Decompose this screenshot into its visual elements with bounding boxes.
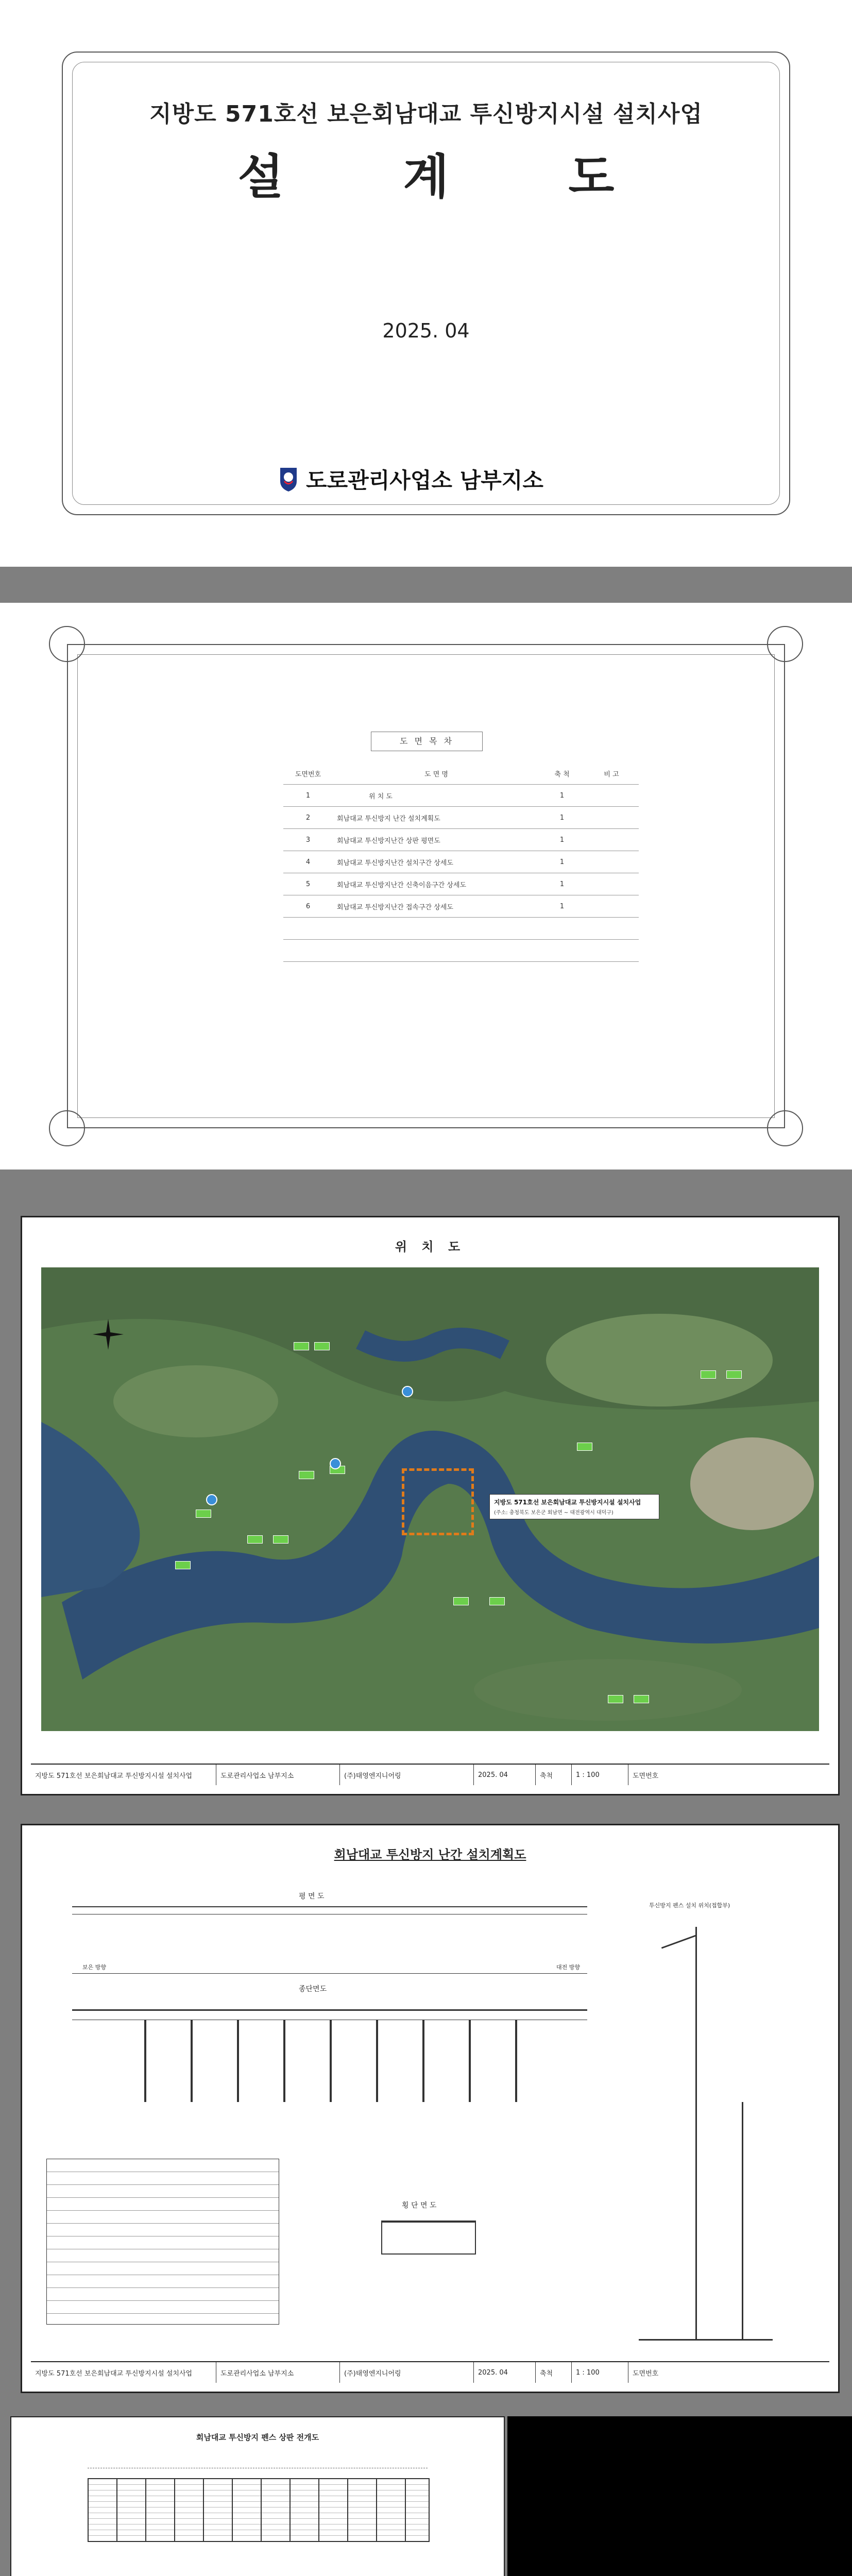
design-title: 설 계 도 <box>237 149 615 205</box>
corner-ornament-tl <box>49 626 85 662</box>
map-marker <box>247 1535 263 1544</box>
pier <box>191 2020 193 2102</box>
cover-frame-inner <box>72 62 780 505</box>
pier <box>283 2020 285 2102</box>
plan-sheet-title: 회남대교 투신방지 난간 설치계획도 <box>334 1848 526 1862</box>
titlebar-org: 도로관리사업소 남부지소 <box>216 1765 340 1785</box>
cover-page <box>0 0 852 567</box>
sheet-titlebar <box>31 1764 829 1785</box>
direction-line <box>72 1973 587 1974</box>
cover-date: 2025. 04 <box>382 319 470 342</box>
index-cell: 회남대교 투신방지 난간 설치계획도 <box>333 807 540 829</box>
quantity-table <box>46 2159 279 2325</box>
index-cell: 위 치 도 <box>333 785 540 807</box>
detail-label: 투신방지 펜스 설치 위치(접합부) <box>649 1902 730 1909</box>
table-row <box>283 785 639 807</box>
index-cell: 회남대교 투신방지난간 신축이음구간 상세도 <box>333 873 540 895</box>
index-header: 도 면 명 <box>333 762 540 785</box>
titlebar-scale-label: 축척 <box>536 1765 572 1785</box>
project-title: 지방도 571호선 보은회남대교 투신방지시설 설치사업 <box>149 101 703 127</box>
index-cell: 회남대교 투신방지난간 상판 평면도 <box>333 829 540 851</box>
map-marker-blue <box>330 1458 341 1469</box>
index-cell: 1 <box>540 895 584 918</box>
cross-section-label: 횡 단 면 도 <box>402 2201 437 2210</box>
sheet-titlebar <box>31 2361 829 2383</box>
index-cell: 6 <box>283 895 333 918</box>
index-cell: 5 <box>283 873 333 895</box>
titlebar-org: 도로관리사업소 남부지소 <box>216 2362 340 2383</box>
map-marker <box>726 1370 742 1379</box>
cross-section-drawing <box>381 2221 476 2255</box>
sheet-title: 회남대교 투신방지 펜스 상판 전개도 <box>196 2433 319 2442</box>
deck-line <box>72 2009 587 2011</box>
map-marker <box>489 1597 505 1605</box>
fence-post <box>742 2102 743 2339</box>
map-title: 위 치 도 <box>395 1240 466 1254</box>
index-cell: 1 <box>540 873 584 895</box>
fence-post <box>695 1927 697 2339</box>
pier <box>144 2020 146 2102</box>
index-cell <box>584 785 639 807</box>
index-header: 도면번호 <box>283 762 333 785</box>
cover-org: 도로관리사업소 남부지소 <box>306 468 543 493</box>
table-row <box>283 829 639 851</box>
pier <box>237 2020 239 2102</box>
pier <box>376 2020 378 2102</box>
fence-base <box>639 2339 773 2341</box>
cover-org-block <box>278 464 543 495</box>
table-row <box>283 807 639 829</box>
titlebar-project: 지방도 571호선 보은회남대교 투신방지시설 설치사업 <box>31 2362 216 2383</box>
pier <box>515 2020 517 2102</box>
callout-sub: (주소: 충청북도 보은군 회남면 ~ 대전광역시 대덕구) <box>494 1510 614 1516</box>
map-marker <box>577 1443 592 1451</box>
titlebar-scale-label: 축척 <box>536 2362 572 2383</box>
map-marker <box>175 1561 191 1569</box>
index-cell: 1 <box>540 851 584 873</box>
titlebar-firm: (주)태영엔지니어링 <box>340 1765 474 1785</box>
index-page <box>0 603 852 1170</box>
elevation-label: 종단면도 <box>299 1985 327 1993</box>
index-title-box: 도 면 목 차 <box>371 732 483 751</box>
index-cell: 1 <box>540 829 584 851</box>
table-row <box>283 940 639 962</box>
index-cell: 1 <box>540 785 584 807</box>
plan-view-label: 평 면 도 <box>299 1892 325 1901</box>
installation-plan-page <box>21 1824 840 2393</box>
org-emblem-icon <box>278 466 299 493</box>
index-header: 비 고 <box>584 762 639 785</box>
pier <box>469 2020 471 2102</box>
left-direction-label: 보은 방향 <box>82 1964 107 1971</box>
corner-ornament-bl <box>49 1110 85 1146</box>
map-marker-blue <box>402 1386 413 1397</box>
titlebar-project: 지방도 571호선 보은회남대교 투신방지시설 설치사업 <box>31 1765 216 1785</box>
index-cell <box>584 829 639 851</box>
corner-ornament-br <box>767 1110 803 1146</box>
index-cell: 회남대교 투신방지난간 접속구간 상세도 <box>333 895 540 918</box>
map-marker <box>608 1695 623 1703</box>
titlebar-firm: (주)태영엔지니어링 <box>340 2362 474 2383</box>
index-cell <box>584 895 639 918</box>
table-row <box>283 895 639 918</box>
index-cell: 1 <box>540 807 584 829</box>
map-marker <box>634 1695 649 1703</box>
site-highlight-box <box>402 1468 474 1535</box>
index-header: 축 척 <box>540 762 584 785</box>
titlebar-scale: 1 : 100 <box>572 2362 628 2383</box>
index-table-wrap <box>283 762 639 962</box>
titlebar-sheet-no: 도면번호 <box>633 1772 659 1780</box>
map-marker <box>273 1535 288 1544</box>
titlebar-date: 2025. 04 <box>474 2362 536 2383</box>
table-row <box>283 851 639 873</box>
titlebar-date: 2025. 04 <box>474 1765 536 1785</box>
table-row <box>283 873 639 895</box>
titlebar-scale: 1 : 100 <box>572 1765 628 1785</box>
map-marker <box>299 1471 314 1479</box>
index-cell <box>584 807 639 829</box>
table-row <box>283 918 639 940</box>
callout-title: 지방도 571호선 보은회남대교 투신방지시설 설치사업 <box>494 1499 641 1506</box>
pier <box>422 2020 424 2102</box>
satellite-map <box>41 1267 819 1731</box>
blank-panel <box>507 2416 852 2576</box>
map-marker-blue <box>206 1494 217 1505</box>
index-cell: 4 <box>283 851 333 873</box>
map-marker <box>196 1510 211 1518</box>
map-marker <box>701 1370 716 1379</box>
index-cell <box>584 873 639 895</box>
map-marker <box>294 1342 309 1350</box>
index-header-row <box>283 762 639 785</box>
index-cell <box>584 851 639 873</box>
index-table <box>283 762 639 962</box>
titlebar-sheet-no: 도면번호 <box>633 2369 659 2378</box>
index-cell: 회남대교 투신방지난간 설치구간 상세도 <box>333 851 540 873</box>
map-marker <box>453 1597 469 1605</box>
map-marker <box>314 1342 330 1350</box>
index-cell: 2 <box>283 807 333 829</box>
right-direction-label: 대전 방향 <box>556 1964 581 1971</box>
compass-icon <box>93 1319 124 1350</box>
pier <box>330 2020 332 2102</box>
corner-ornament-tr <box>767 626 803 662</box>
site-callout <box>489 1494 659 1519</box>
fence-elevation <box>88 2478 430 2542</box>
plan-line <box>72 1906 587 1907</box>
index-cell: 3 <box>283 829 333 851</box>
deck-development-page <box>10 2416 505 2576</box>
index-cell: 1 <box>283 785 333 807</box>
location-map-page <box>21 1216 840 1795</box>
